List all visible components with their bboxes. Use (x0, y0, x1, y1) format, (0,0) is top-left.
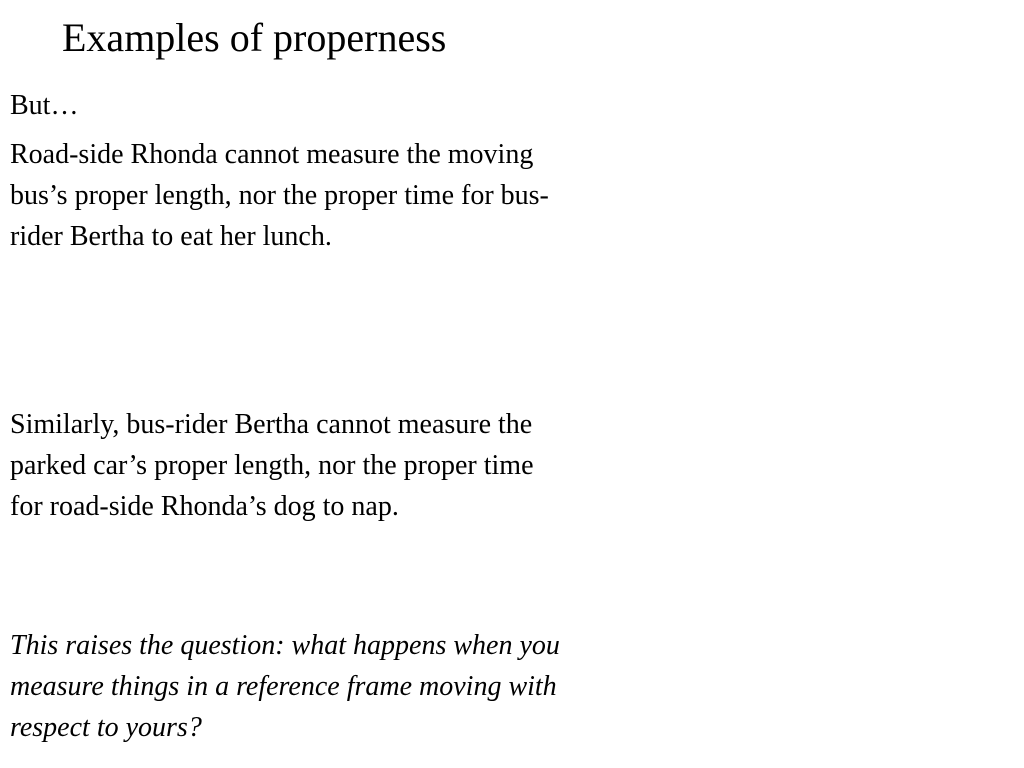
slide-title: Examples of properness (62, 15, 447, 60)
paragraph-bertha: Similarly, bus-rider Bertha cannot measure the parked car’s proper length, nor the proper time for road-side Rhonda’s dog to nap. (10, 409, 534, 522)
intro-text: But… (10, 90, 79, 121)
question-text: This raises the question: what happens when you measure things in a reference frame moving with respect to yours? (10, 630, 560, 743)
paragraph-rhonda: Road-side Rhonda cannot measure the moving bus’s proper length, nor the proper time for bus-rider Bertha to eat her lunch. (10, 139, 549, 252)
